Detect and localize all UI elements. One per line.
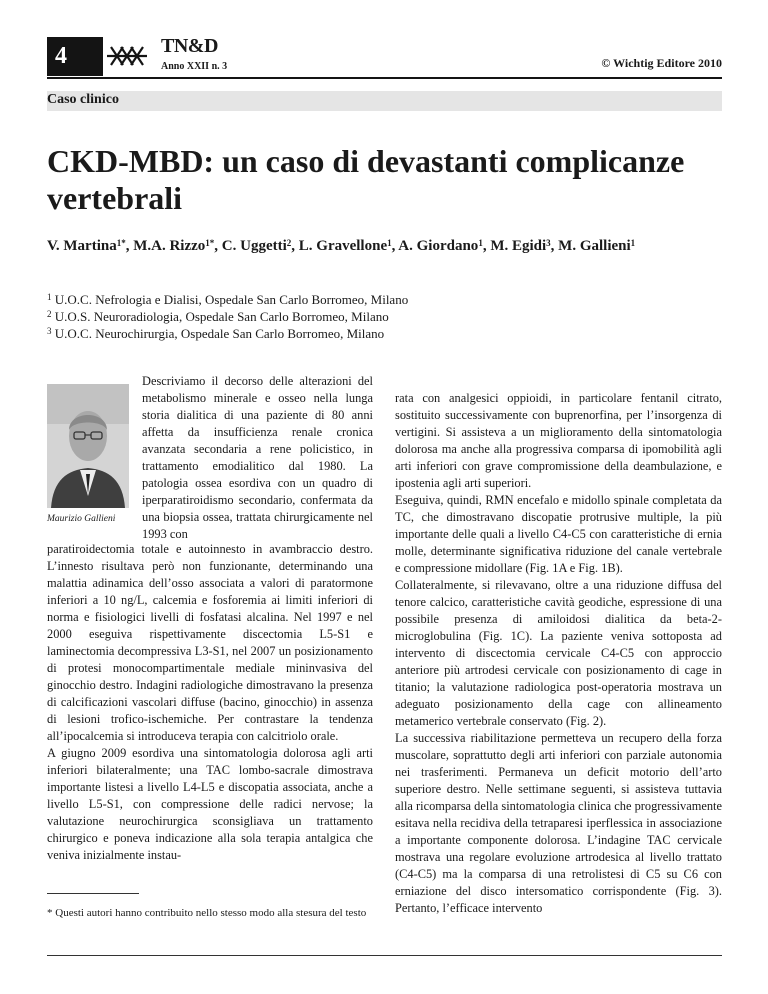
left-column-body bbox=[47, 541, 373, 864]
footnote: * Questi autori hanno contribuito nello stesso modo alla stesura del testo bbox=[47, 907, 367, 919]
affiliation: $^1$ U.O.C. Nefrologia e Dialisi, Ospedale San Carlo Borromeo, Milano bbox=[47, 292, 409, 307]
author: A. Giordano$^1$, bbox=[398, 238, 491, 254]
page-number: 4 bbox=[47, 37, 103, 76]
page-header bbox=[47, 37, 722, 77]
body-paragraph: Descriviamo il decorso delle alterazioni del metabolismo minerale e osseo nella lunga storia dialitica di una paziente di 80 anni affetta da insufficienza renale cronica avanzata secondaria a rene policistico, in trattamento emodialitico dal 1980. La patologia ossea esordiva con un quadro di iperparatiroidismo secondario, confermata da una biopsia ossea, trattata chirurgicamente nel 1993 con bbox=[142, 374, 373, 541]
photo-caption: Maurizio Gallieni bbox=[47, 514, 116, 524]
author: V. Martina$^{1*}$, bbox=[47, 238, 134, 254]
journal-name: TN&D bbox=[161, 35, 218, 57]
author-photo bbox=[47, 384, 129, 508]
affiliation: $^3$ U.O.C. Neurochirurgia, Ospedale San Carlo Borromeo, Milano bbox=[47, 326, 385, 341]
affiliation: $^2$ U.O.S. Neuroradiologia, Ospedale San Carlo Borromeo, Milano bbox=[47, 309, 389, 324]
author: M.A. Rizzo$^{1*}$, bbox=[133, 238, 222, 254]
body-paragraph: Collateralmente, si rilevavano, oltre a una riduzione diffusa del tenore calcico, caratteristiche cavità geodiche, espressione di una possibile presenza di amiloidosi dialitica da beta-2-microglobulina (Fig. 1C). La paziente veniva sottoposta ad intervento di discectomia cervicale C4-C5 con approccio anteriore più artrodesi cervicale con posizionamento di cage in titanio; la valutazione radiologica post-operatoria mostrava un adeguato posizionamento della cage con allineamento metamerico vertebrale conservato (Fig. 2). bbox=[395, 578, 722, 728]
journal-issue: Anno XXII n. 3 bbox=[161, 61, 228, 72]
section-label: Caso clinico bbox=[47, 92, 119, 107]
affiliation-list bbox=[47, 291, 722, 342]
body-paragraph: A giugno 2009 esordiva una sintomatologia dolorosa agli arti inferiori bilateralmente; una TAC lombo-sacrale dimostrava importante listesi a livello L4-L5 e discopatia associata, anche a livello L5-S1, con compressione delle radici nervose; la valutazione neurochirurgica sconsigliava un trattamento chirurgico e poneva indicazione alla sola terapia antalgica che veniva inizialmente instau- bbox=[47, 746, 373, 862]
footnote-divider bbox=[47, 893, 139, 894]
article-title: CKD-MBD: un caso di devastanti complicanze vertebrali bbox=[47, 143, 685, 216]
author-list bbox=[47, 236, 722, 257]
abstract-beside-photo bbox=[142, 373, 373, 543]
journal-logo-icon bbox=[103, 37, 153, 76]
section-bar bbox=[47, 91, 722, 111]
author: M. Gallieni$^1$ bbox=[558, 238, 636, 254]
body-paragraph: Eseguiva, quindi, RMN encefalo e midollo spinale completata da TC, che dimostravano discopatie protrusive multiple, la più importante delle quali a livello C4-C5 con caratteristiche di ernia molle, determinante significativa riduzione del canale vertebrale e compressione midollare (Fig. 1A e Fig. 1B). bbox=[395, 493, 722, 575]
body-paragraph: paratiroidectomia totale e autoinnesto in avambraccio destro. L’innesto risultava però non funzionante, determinando una malattia adinamica dell’osso associata a valori di paratormone inferiori a 10 ng/L, calcemia e fosforemia ai limiti inferiori di norma e fisiologici livelli di fosfatasi alcalina. Nel 1997 e nel 2000 eseguiva rispettivamente discectomia L5-S1 e laminectomia decompressiva L3-S1, nel 2007 un posizionamento di protesi monocompartimentale mediale mininvasiva del ginocchio destro. Indagini radiologiche dimostravano la presenza di calcificazioni vascolari diffuse (bacino, ginocchio) in assenza di lesioni trofico-ischemiche. Per contrastare la tendenza all’ipocalcemia si introduceva terapia con calcitriolo orale. bbox=[47, 542, 373, 743]
header-divider bbox=[47, 77, 722, 79]
copyright-notice: © Wichtig Editore 2010 bbox=[601, 56, 722, 70]
right-column-body bbox=[395, 390, 722, 917]
author: M. Egidi$^3$, bbox=[490, 238, 559, 254]
author: L. Gravellone$^1$, bbox=[298, 238, 399, 254]
body-paragraph: rata con analgesici oppioidi, in particolare fentanil citrato, sostituito successivamente con buprenorfina, per l’insorgenza di vertigini. Si assisteva a un miglioramento della sintomatologia dolorosa ma anche alla progressiva comparsa di ipomobilità agli arti inferiori con grave compromissione della deambulazione, e ipostenia agli arti superiori. bbox=[395, 391, 722, 490]
body-paragraph: La successiva riabilitazione permetteva un recupero della forza muscolare, soprattutto degli arti inferiori con parziale autonomia nei trasferimenti. Permaneva un deficit motorio dell’arto superiore destro. Nelle settimane seguenti, si assisteva tuttavia alla ricomparsa della sintomatologia clinica che progressivamente esitava nella recidiva della tetraparesi iperflessica in associazione a importante componente dolorosa. L’indagine TAC cervicale mostrava una regolare evoluzione artrodesica al livello trattato (C4-C5) ma la comparsa di una retrolistesi di C5 su C6 con erniazione del disco intersomatico corrispondente (Fig. 3). Pertanto, l’efficace intervento bbox=[395, 731, 722, 915]
author: C. Uggetti$^2$, bbox=[221, 238, 299, 254]
footer-divider bbox=[47, 955, 722, 956]
